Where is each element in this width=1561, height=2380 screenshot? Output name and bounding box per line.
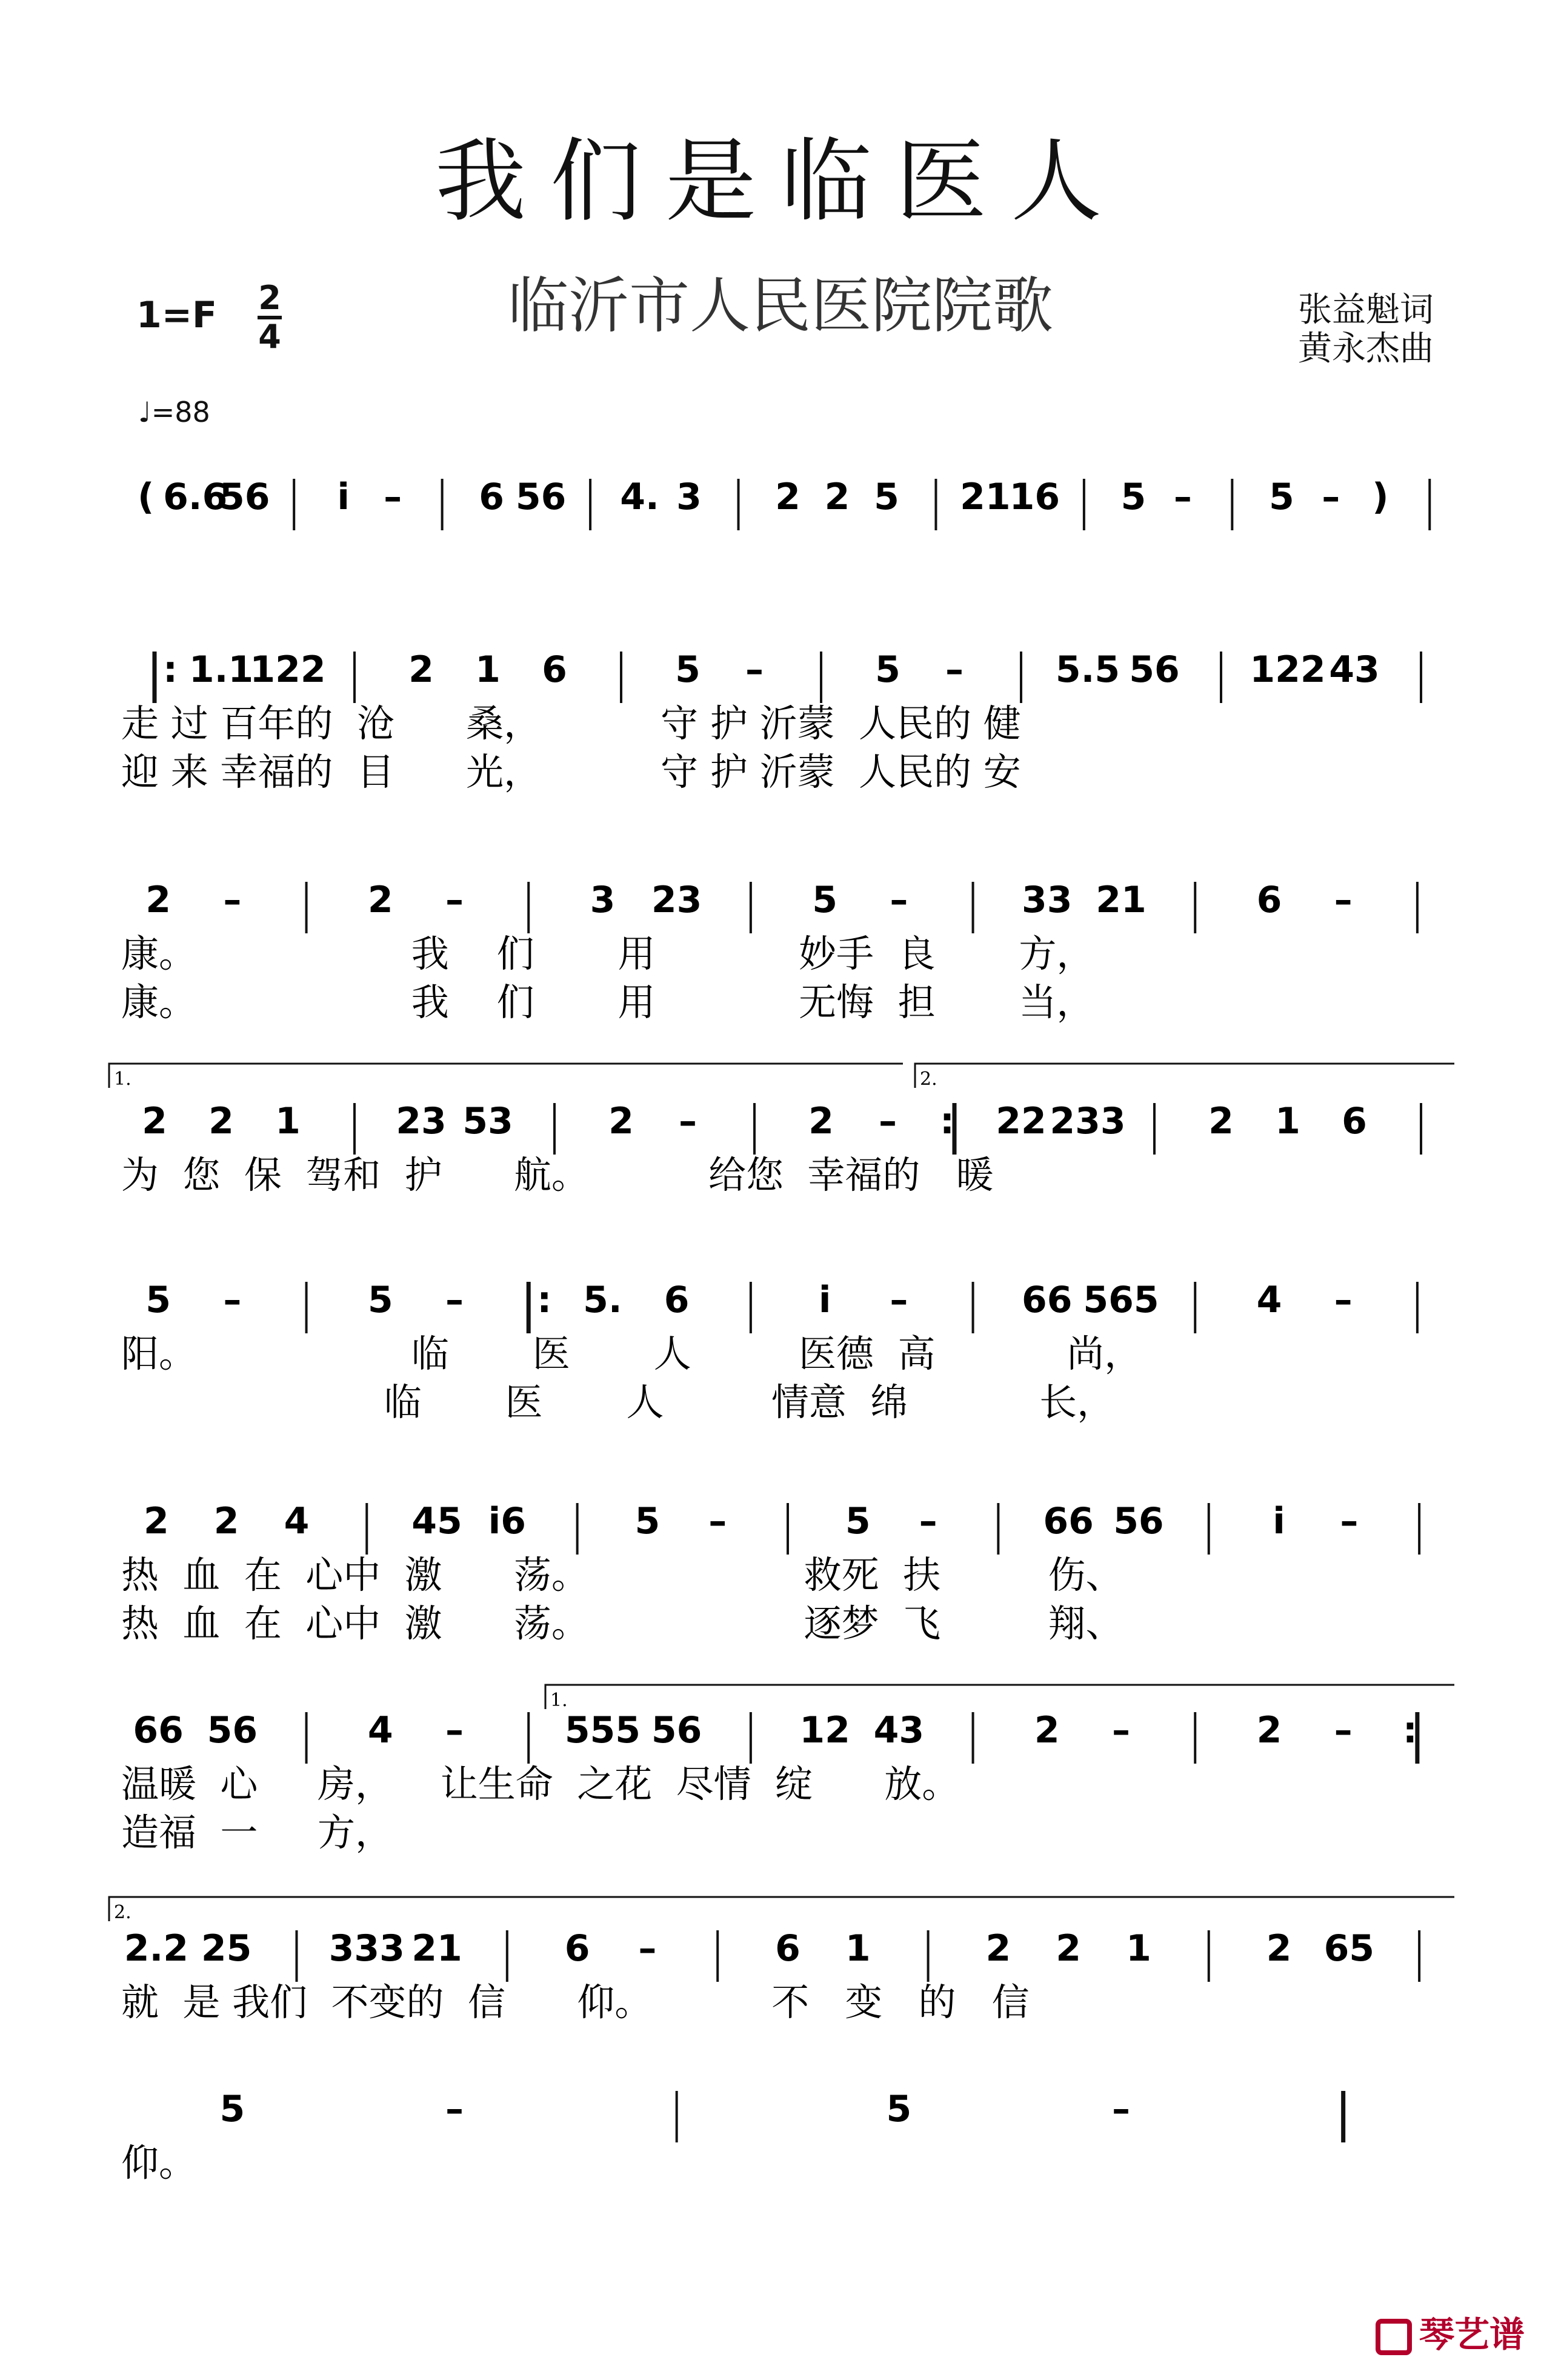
lyric-line: 阳。 临 医 人 医德 高 尚， <box>121 1332 1142 1376</box>
note: 2 <box>142 1100 167 1142</box>
note: – <box>919 1500 937 1542</box>
note: 2 <box>144 1500 169 1542</box>
note: 45 <box>411 1500 462 1542</box>
note: 2 <box>808 1100 834 1142</box>
lyric-line: 走 过 百年的 沧 桑， 守 护 沂蒙 人民的 健 <box>121 701 1021 745</box>
note: 3 <box>590 879 616 921</box>
note: 56 <box>1129 648 1180 691</box>
note: 2 <box>775 476 800 518</box>
note: – <box>1334 879 1353 921</box>
note: 2 <box>1034 1709 1060 1752</box>
note: 6 <box>664 1279 690 1321</box>
note: 23 <box>651 879 702 921</box>
note: – <box>445 2088 464 2130</box>
note: 6 <box>479 476 504 518</box>
note: 56 <box>515 476 567 518</box>
note: 5 <box>1268 476 1294 518</box>
note: 5 <box>874 476 899 518</box>
note: i <box>1273 1500 1285 1542</box>
key-signature: 1=F <box>136 294 218 336</box>
note: ) <box>1372 476 1389 518</box>
note: 3 <box>676 476 702 518</box>
note: – <box>445 1709 464 1752</box>
note: 43 <box>1329 648 1380 691</box>
note: 43 <box>873 1709 925 1752</box>
note: 565 <box>1083 1279 1159 1321</box>
note: 2 <box>1266 1927 1292 1970</box>
note: 2 <box>985 1927 1011 1970</box>
note: 65 <box>1323 1927 1375 1970</box>
note: 53 <box>462 1100 513 1142</box>
note: i6 <box>488 1500 527 1542</box>
lyric-line: 为 您 保 驾和 护 航。 给您 幸福的 暖 <box>121 1153 994 1197</box>
note: 66 <box>1022 1279 1073 1321</box>
note: 5 <box>219 2088 245 2130</box>
lyricist-credit: 张益魁词 <box>1298 290 1434 330</box>
note: – <box>945 648 964 691</box>
note: 2 <box>208 1100 234 1142</box>
lyric-line: 康。 我 们 用 妙手 良 方， <box>121 932 1094 976</box>
lyric-line: 热 血 在 心中 激 荡。 救死 扶 伤、 <box>121 1553 1123 1597</box>
note: 21 <box>960 476 1011 518</box>
note: 1.1 <box>188 648 254 691</box>
note: – <box>679 1100 697 1142</box>
note: 6 <box>1256 879 1282 921</box>
note: – <box>445 879 464 921</box>
repeat-dots: : <box>163 648 178 691</box>
note: 2 <box>1256 1709 1282 1752</box>
note: 5. <box>583 1279 622 1321</box>
volta-number: 1. <box>114 1068 131 1090</box>
note: 2 <box>367 879 393 921</box>
note: 5 <box>675 648 701 691</box>
note: 2 <box>408 648 434 691</box>
note: 4 <box>1256 1279 1282 1321</box>
note: ( <box>138 476 155 518</box>
note: – <box>223 1279 242 1321</box>
note: 5 <box>845 1500 871 1542</box>
page-subtitle: 临沂市人民医院院歌 <box>508 270 1053 341</box>
note: – <box>879 1100 897 1142</box>
note: – <box>745 648 764 691</box>
note: 66 <box>133 1709 184 1752</box>
note: 6 <box>542 648 567 691</box>
note: 1 <box>1126 1927 1151 1970</box>
note: – <box>445 1279 464 1321</box>
note: 4. <box>620 476 659 518</box>
note: – <box>1112 2088 1130 2130</box>
lyric-line: 热 血 在 心中 激 荡。 逐梦 飞 翔、 <box>121 1601 1123 1645</box>
note: – <box>638 1927 657 1970</box>
note: 2 <box>1208 1100 1234 1142</box>
page-title: 我们是临医人 <box>434 129 1126 235</box>
note: 66 <box>1043 1500 1094 1542</box>
note: 1 <box>475 648 501 691</box>
note: 6 <box>1342 1100 1367 1142</box>
note: – <box>1334 1709 1353 1752</box>
note: – <box>1340 1500 1359 1542</box>
note: 2.2 <box>124 1927 189 1970</box>
volta-number: 1. <box>550 1690 568 1711</box>
note: 5 <box>812 879 837 921</box>
volta-bracket <box>109 1064 903 1088</box>
note: 5.5 <box>1055 648 1120 691</box>
tempo-marking: ♩=88 <box>138 396 210 428</box>
note: 4 <box>284 1500 310 1542</box>
lyric-line: 造福 一 方， <box>121 1810 393 1855</box>
note: 1 <box>1275 1100 1300 1142</box>
note: 21 <box>1096 879 1147 921</box>
watermark-brand: 琴艺谱 <box>1419 2314 1525 2355</box>
meter-bottom: 4 <box>258 318 281 356</box>
note: 555 <box>564 1709 641 1752</box>
note: 21 <box>411 1927 462 1970</box>
note: 6.6 <box>163 476 228 518</box>
note: – <box>1173 476 1192 518</box>
note: 5 <box>367 1279 393 1321</box>
note: 56 <box>1113 1500 1164 1542</box>
note: – <box>890 1279 908 1321</box>
composer-credit: 黄永杰曲 <box>1298 329 1434 368</box>
note: 33 <box>1022 879 1073 921</box>
note: 5 <box>1120 476 1147 518</box>
note: – <box>384 476 402 518</box>
note: 56 <box>207 1709 258 1752</box>
note: 333 <box>328 1927 405 1970</box>
note: – <box>1112 1709 1130 1752</box>
volta-number: 2. <box>920 1068 937 1090</box>
lyric-line: 温暖 心 房， 让生命 之花 尽情 绽 放。 <box>121 1762 960 1806</box>
note: 2 <box>608 1100 634 1142</box>
note: 56 <box>651 1709 702 1752</box>
lyric-line: 临 医 人 情意 绵 长， <box>121 1380 1115 1424</box>
note: 25 <box>201 1927 252 1970</box>
note: 16 <box>1009 476 1060 518</box>
note: 233 <box>1050 1100 1126 1142</box>
note: 1 <box>845 1927 871 1970</box>
lyric-line: 仰。 <box>121 2141 197 2185</box>
note: 12 <box>799 1709 850 1752</box>
note: 5 <box>875 648 900 691</box>
repeat-dots: : <box>537 1279 552 1321</box>
note: 23 <box>396 1100 447 1142</box>
note: 1 <box>275 1100 301 1142</box>
note: 6 <box>775 1927 800 1970</box>
note: – <box>890 879 908 921</box>
note: 5 <box>145 1279 171 1321</box>
note: 122 <box>250 648 326 691</box>
repeat-dots: : <box>940 1100 954 1142</box>
note: i <box>818 1279 831 1321</box>
note: 4 <box>367 1709 393 1752</box>
note: i <box>337 476 350 518</box>
note: 2 <box>213 1500 239 1542</box>
repeat-dots: : <box>1402 1709 1417 1752</box>
note: 6 <box>564 1927 590 1970</box>
note: 2 <box>145 879 171 921</box>
volta-bracket <box>545 1685 1454 1709</box>
qinyipu-logo-icon <box>1376 2319 1412 2355</box>
note: – <box>1334 1279 1353 1321</box>
volta-bracket <box>109 1897 1454 1921</box>
volta-number: 2. <box>114 1902 131 1923</box>
note: 5 <box>634 1500 661 1542</box>
note: 2 <box>1056 1927 1082 1970</box>
note: – <box>223 879 242 921</box>
note: 2 <box>824 476 850 518</box>
lyric-line: 迎 来 幸福的 目 光， 守 护 沂蒙 人民的 安 <box>121 750 1021 794</box>
meter-top: 2 <box>258 279 281 317</box>
lyric-line: 就 是 我们 不变的 信 仰。 不 变 的 信 <box>121 1980 1030 2024</box>
note: 56 <box>219 476 270 518</box>
watermark <box>1376 2313 1525 2356</box>
note: 122 <box>1250 648 1326 691</box>
note: – <box>708 1500 727 1542</box>
note: – <box>1322 476 1340 518</box>
note: 22 <box>996 1100 1047 1142</box>
volta-bracket <box>915 1064 1454 1088</box>
lyric-line: 康。 我 们 用 无悔 担 当， <box>121 980 1094 1024</box>
note: 5 <box>886 2088 912 2130</box>
